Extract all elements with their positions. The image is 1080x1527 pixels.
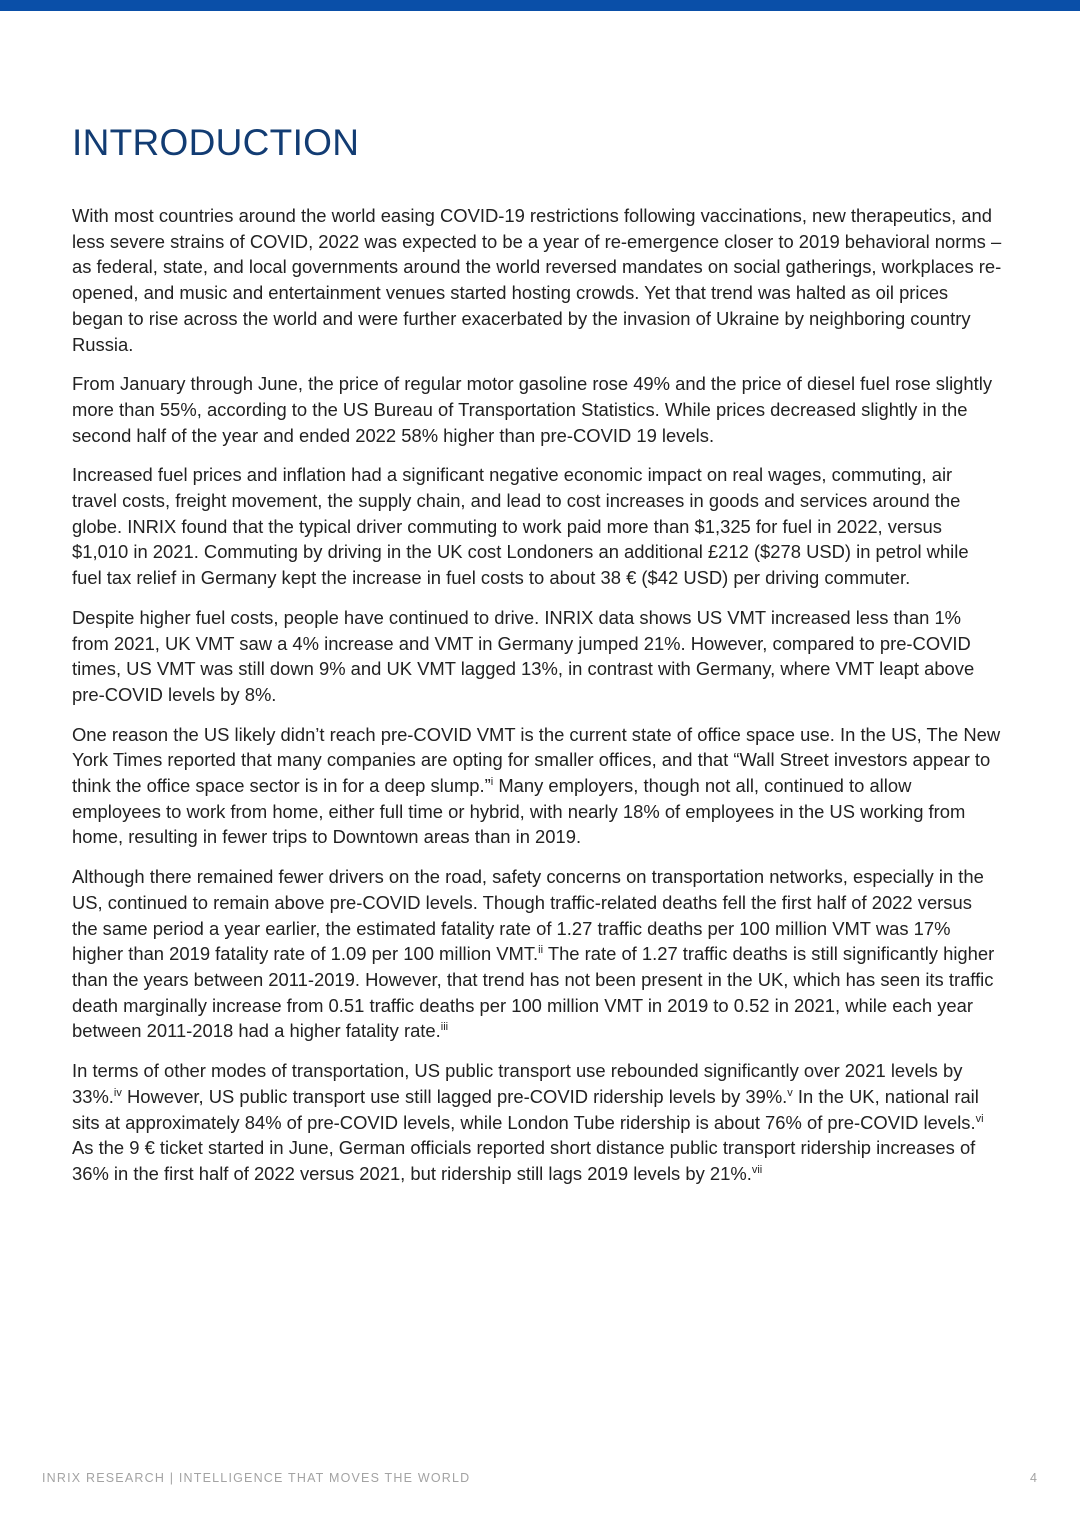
- footnote-ref[interactable]: i: [490, 775, 494, 788]
- footnote-ref[interactable]: vii: [751, 1163, 763, 1176]
- paragraph-text: In the UK, national rail sits at approximately 84% of pre-COVID levels, while London Tube ridership is about 76% of pre-COVID levels.: [72, 1085, 979, 1133]
- footnote-ref[interactable]: iv: [113, 1086, 122, 1099]
- paragraph-4: [72, 605, 1002, 708]
- paragraph-3: [72, 462, 1002, 591]
- paragraph-1: [72, 203, 1002, 357]
- top-accent-bar: [0, 0, 1080, 11]
- page-title: INTRODUCTION: [72, 122, 360, 163]
- body-text: [72, 203, 1002, 1201]
- paragraph-6: [72, 864, 1002, 1044]
- paragraph-text: In terms of other modes of transportation, US public transport use rebounded significantly over 2021 levels by 33%.: [72, 1060, 963, 1107]
- footnote-ref[interactable]: v: [787, 1086, 793, 1099]
- paragraph-text: Despite higher fuel costs, people have continued to drive. INRIX data shows US VMT increased less than 1% from 2021, UK VMT saw a 4% increase and VMT in Germany jumped 21%. However, compared to pre-COVID times, US VMT was still down 9% and UK VMT lagged 13%, in contrast with Germany, where VMT leapt above pre-COVID levels by 8%.: [72, 606, 975, 705]
- paragraph-5: [72, 722, 1002, 851]
- page-number: 4: [1030, 1471, 1037, 1485]
- footer-tagline: INRIX RESEARCH | INTELLIGENCE THAT MOVES THE WORLD: [42, 1471, 471, 1485]
- footnote-ref[interactable]: ii: [538, 944, 544, 957]
- paragraph-text: Many employers, though not all, continued to allow employees to work from home, either full time or hybrid, with nearly 18% of employees in the US working from home, resulting in fewer trips to Downtown areas than in 2019.: [72, 775, 966, 848]
- footnote-ref[interactable]: iii: [440, 1021, 449, 1034]
- paragraph-text: However, US public transport use still lagged pre-COVID ridership levels by 39%.: [121, 1085, 788, 1107]
- paragraph-text: From January through June, the price of regular motor gasoline rose 49% and the price of diesel fuel rose slightly more than 55%, according to the US Bureau of Transportation Statistics. While prices decreased slightly in the second half of the year and ended 2022 58% higher than pre-COVID 19 levels.: [72, 373, 993, 446]
- footnote-ref[interactable]: vi: [975, 1112, 984, 1125]
- paragraph-text: Although there remained fewer drivers on the road, safety concerns on transportation networks, especially in the US, continued to remain above pre-COVID levels. Though traffic-related deaths fell the first half of 2022 versus the same period a year earlier, the estimated fatality rate of 1.27 traffic deaths per 100 million VMT was 17% higher than 2019 fatality rate of 1.09 per 100 million VMT.: [72, 866, 984, 965]
- paragraph-2: [72, 371, 1002, 448]
- paragraph-text: The rate of 1.27 traffic deaths is still significantly higher than the years between 2011-2019. However, that trend has not been present in the UK, which has seen its traffic death marginally increase from 0.51 traffic deaths per 100 million VMT in 2019 to 0.52 in 2021, while each year between 2011-2018 had a higher fatality rate.: [72, 943, 995, 1042]
- paragraph-text: Increased fuel prices and inflation had a significant negative economic impact on real wages, commuting, air travel costs, freight movement, the supply chain, and lead to cost increases in goods and services around the globe. INRIX found that the typical driver commuting to work paid more than $1,325 for fuel in 2022, versus $1,010 in 2021. Commuting by driving in the UK cost Londoners an additional £212 ($278 USD) in petrol while fuel tax relief in Germany kept the increase in fuel costs to about 38 € ($42 USD) per driving commuter.: [72, 464, 969, 589]
- paragraph-text: With most countries around the world easing COVID-19 restrictions following vaccinations, new therapeutics, and less severe strains of COVID, 2022 was expected to be a year of re-emergence closer to 2019 behavioral norms – as federal, state, and local governments around the world reversed mandates on social gatherings, workplaces re-opened, and music and entertainment venues started hosting crowds. Yet that trend was halted as oil prices began to rise across the world and were further exacerbated by the invasion of Ukraine by neighboring country Russia.: [72, 205, 1002, 355]
- paragraph-text: One reason the US likely didn’t reach pre-COVID VMT is the current state of office space use. In the US, The New York Times reported that many companies are opting for smaller offices, and that “Wall Street investors appear to think the office space sector is in for a deep slump.”: [72, 723, 1001, 797]
- paragraph-text: As the 9 € ticket started in June, German officials reported short distance public transport ridership increases of 36% in the first half of 2022 versus 2021, but ridership still lags 2019 levels by 21%.: [72, 1137, 976, 1184]
- paragraph-7: [72, 1058, 1002, 1187]
